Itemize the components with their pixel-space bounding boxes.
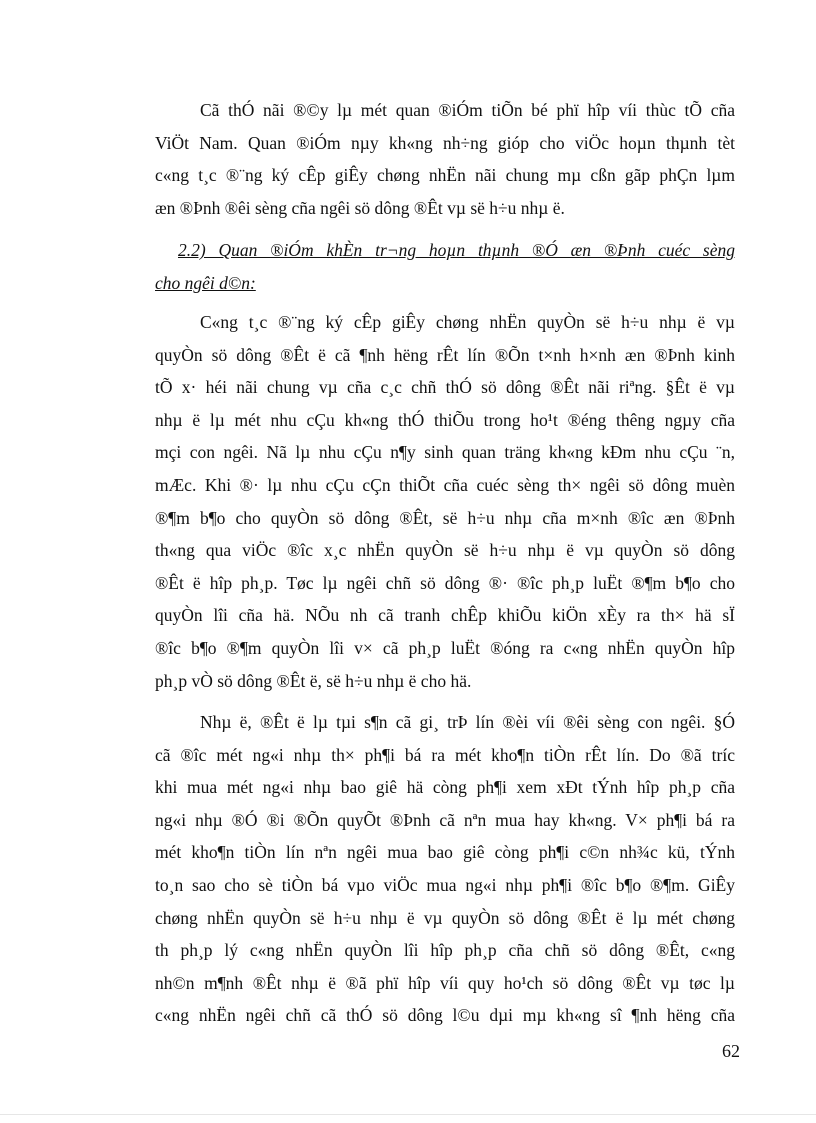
text-line: mçi con ngêi. Nã lµ nhu cÇu n¶y sinh quan träng kh«ng kÐm nhu cÇu ¨n,: [155, 442, 735, 463]
page-number: 62: [722, 1041, 740, 1061]
heading-line: cho ngêi d©n:: [155, 272, 256, 293]
paragraph-2: [155, 306, 735, 697]
text-line: ®¶m b¶o cho quyÒn sö dông ®Êt, së h÷u nhµ cña m×nh ®îc æn ®Þnh: [155, 507, 735, 528]
text-line: ®Êt ë hîp ph¸p. Tøc lµ ngêi chñ sö dông ®· ®îc ph¸p luËt ®¶m b¶o cho: [155, 572, 735, 593]
text-line: c«ng t¸c ®¨ng ký cÊp giÊy chøng nhËn nãi chung mµ cßn gãp phÇn lµm: [155, 165, 735, 186]
text-line: quyÒn sö dông ®Êt ë cã ¶nh hëng rÊt lín ®Õn t×nh h×nh æn ®Þnh kinh: [155, 344, 735, 365]
text-line: nhµ ë lµ mét nhu cÇu kh«ng thÓ thiÕu trong ho¹t ®éng thêng ngµy cña: [155, 409, 735, 430]
paragraph-1: [155, 94, 735, 224]
text-line: to¸n sao cho sè tiÒn bá vµo viÖc mua ng«i nhµ ph¶i ®îc b¶o ®¶m. GiÊy: [155, 874, 735, 895]
text-line: ph¸p vÒ sö dông ®Êt ë, së h÷u nhµ ë cho hä.: [155, 670, 472, 691]
text-line: nh©n m¶nh ®Êt nhµ ë ®ã phï hîp víi quy ho¹ch sö dông ®Êt vµ tøc lµ: [155, 972, 735, 993]
text-line: th«ng qua viÖc ®îc x¸c nhËn quyÒn së h÷u nhµ ë vµ quyÒn sö dông: [155, 540, 735, 561]
text-line: chøng nhËn quyÒn së h÷u nhµ ë vµ quyÒn sö dông ®Êt ë lµ mét chøng: [155, 907, 735, 928]
text-line: c«ng nhËn ngêi chñ cã thÓ sö dông l©u dµi mµ kh«ng sî ¶nh hëng cña: [155, 1005, 735, 1026]
text-line: ®îc b¶o ®¶m quyÒn lîi v× cã ph¸p luËt ®óng ra c«ng nhËn quyÒn hîp: [155, 637, 735, 658]
text-line: C«ng t¸c ®¨ng ký cÊp giÊy chøng nhËn quyÒn së h÷u nhµ ë vµ: [200, 312, 735, 332]
text-line: ViÖt Nam. Quan ®iÓm nµy kh«ng nh÷ng gióp cho viÖc hoµn thµnh tèt: [155, 132, 735, 153]
text-line: khi mua mét ng«i nhµ bao giê hä còng ph¶i xem xÐt tÝnh hîp ph¸p cña: [155, 777, 735, 798]
text-line: mét kho¶n tiÒn lín nªn ngêi mua bao giê còng ph¶i c©n nh¾c kü, tÝnh: [155, 842, 735, 863]
text-line: ng«i nhµ ®Ó ®i ®Õn quyÕt ®Þnh cã nªn mua hay kh«ng. V× ph¶i bá ra: [155, 809, 735, 830]
text-line: th ph¸p lý c«ng nhËn quyÒn lîi hîp ph¸p cña chñ sö dông ®Êt, c«ng: [155, 940, 735, 961]
text-line: mÆc. Khi ®· lµ nhu cÇu cÇn thiÕt cña cuéc sèng th× ngêi sö dông muèn: [155, 474, 735, 495]
section-heading: [155, 234, 735, 299]
page-bottom-divider: [0, 1114, 816, 1115]
text-line: Cã thÓ nãi ®©y lµ mét quan ®iÓm tiÕn bé phï hîp víi thùc tÕ cña: [200, 100, 735, 120]
paragraph-3: [155, 706, 735, 1032]
text-line: tÕ x· héi nãi chung vµ cña c¸c chñ thÓ sö dông ®Êt nãi riªng. §Êt ë vµ: [155, 377, 735, 398]
text-line: quyÒn lîi cña hä. NÕu nh cã tranh chÊp khiÕu kiÖn xÈy ra th× hä sÏ: [155, 605, 735, 626]
text-line: cã ®îc mét ng«i nhµ th× ph¶i bá ra mét kho¶n tiÒn rÊt lín. Do ®ã tríc: [155, 744, 735, 765]
text-line: Nhµ ë, ®Êt ë lµ tµi s¶n cã gi¸ trÞ lín ®èi víi ®êi sèng con ngêi. §Ó: [200, 712, 735, 732]
heading-line: 2.2) Quan ®iÓm khÈn tr¬ng hoµn thµnh ®Ó æn ®Þnh cuéc sèng: [178, 240, 735, 260]
text-line: æn ®Þnh ®êi sèng cña ngêi sö dông ®Êt vµ së h÷u nhµ ë.: [155, 197, 565, 218]
